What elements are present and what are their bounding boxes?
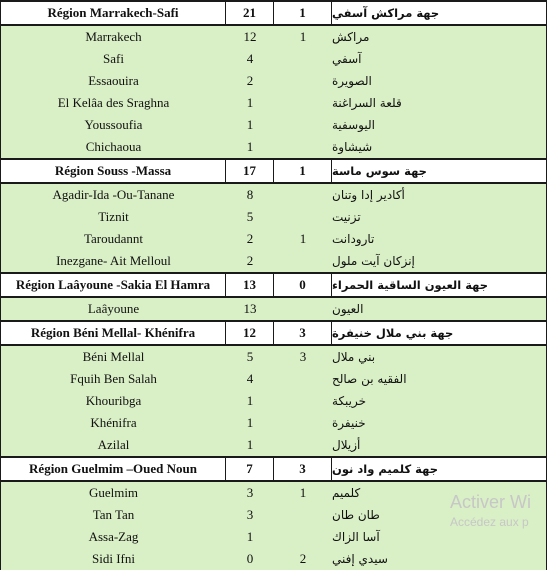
- region-count: 0: [274, 274, 332, 296]
- province-total: 3: [246, 485, 254, 500]
- province-count: [274, 206, 332, 228]
- province-row: [1, 26, 546, 48]
- province-row: [1, 504, 546, 526]
- province-name-arabic: أكادير إدا وتنان: [332, 188, 405, 202]
- province-name: Sidi Ifni: [92, 551, 135, 566]
- region-name-arabic: جهة العيون الساقية الحمراء: [332, 278, 489, 292]
- province-name-arabic: مراكش: [332, 30, 370, 44]
- province-total: 13: [243, 301, 257, 316]
- province-total: 1: [246, 529, 254, 544]
- province-count: [274, 114, 332, 136]
- province-name-arabic: شيشاوة: [332, 140, 373, 154]
- region-name-arabic: جهة مراكش آسفي: [332, 6, 440, 20]
- province-row: [1, 482, 546, 504]
- region-name: Région Guelmim –Oued Noun: [1, 458, 226, 480]
- province-name-arabic: أزيلال: [332, 438, 361, 452]
- region-name-arabic: جهة سوس ماسة: [332, 164, 427, 178]
- province-name: Youssoufia: [84, 117, 143, 132]
- province-total: 2: [246, 73, 254, 88]
- province-count: 3: [299, 349, 307, 364]
- province-row: [1, 434, 546, 456]
- province-name: Khénifra: [90, 415, 137, 430]
- province-total: 5: [246, 209, 254, 224]
- province-name-arabic: اليوسفية: [332, 118, 375, 132]
- province-total: 5: [246, 349, 254, 364]
- province-count: [274, 250, 332, 272]
- province-total: 2: [246, 253, 254, 268]
- province-row: [1, 48, 546, 70]
- watermark-line-1: Activer Wi: [450, 492, 531, 512]
- region-header-row: [1, 0, 546, 26]
- province-row: [1, 368, 546, 390]
- province-total: 3: [246, 507, 254, 522]
- province-total: 0: [246, 551, 254, 566]
- province-total: 1: [246, 117, 254, 132]
- province-row: [1, 114, 546, 136]
- province-count: [274, 298, 332, 320]
- province-name: Laâyoune: [87, 301, 140, 316]
- province-count: [274, 368, 332, 390]
- province-total: 2: [246, 231, 254, 246]
- province-name: Marrakech: [85, 29, 142, 44]
- province-count: [274, 136, 332, 158]
- province-name-arabic: الصويرة: [332, 74, 372, 88]
- region-name: Région Souss -Massa: [1, 160, 226, 182]
- province-row: [1, 136, 546, 158]
- province-name: Essaouira: [88, 73, 139, 88]
- province-name-arabic: آسا الزاك: [332, 530, 380, 544]
- region-total: 12: [226, 322, 274, 344]
- province-total: 1: [246, 437, 254, 452]
- region-total: 13: [226, 274, 274, 296]
- province-total: 1: [246, 393, 254, 408]
- province-count: [274, 48, 332, 70]
- region-total: 17: [226, 160, 274, 182]
- province-name: Fquih Ben Salah: [70, 371, 157, 386]
- region-total: 21: [226, 2, 274, 24]
- province-name: Khouribga: [85, 393, 142, 408]
- province-total: 4: [246, 51, 254, 66]
- province-name-arabic: الفقيه بن صالح: [332, 372, 407, 386]
- province-row: [1, 228, 546, 250]
- province-row: [1, 206, 546, 228]
- province-name-arabic: قلعة السراغنة: [332, 96, 402, 110]
- province-total: 8: [246, 187, 254, 202]
- region-total: 7: [226, 458, 274, 480]
- province-name-arabic: طان طان: [332, 508, 380, 522]
- province-total: 12: [243, 29, 257, 44]
- province-total: 1: [246, 415, 254, 430]
- province-name: El Kelâa des Sraghna: [57, 95, 170, 110]
- province-name: Assa-Zag: [88, 529, 139, 544]
- province-count: 1: [299, 29, 307, 44]
- province-total: 1: [246, 139, 254, 154]
- province-row: [1, 390, 546, 412]
- province-total: 1: [246, 95, 254, 110]
- province-count: 2: [299, 551, 307, 566]
- province-name-arabic: خنيفرة: [332, 416, 366, 430]
- region-name-arabic: جهة كلميم واد نون: [332, 462, 439, 476]
- province-count: [274, 526, 332, 548]
- province-name: Tan Tan: [92, 507, 135, 522]
- province-name-arabic: آسفي: [332, 52, 362, 66]
- province-row: [1, 548, 546, 570]
- region-header-row: [1, 158, 546, 184]
- region-name: Région Béni Mellal- Khénifra: [1, 322, 226, 344]
- province-name: Azilal: [97, 437, 130, 452]
- province-row: [1, 250, 546, 272]
- province-count: [274, 504, 332, 526]
- region-name: Région Marrakech-Safi: [1, 2, 226, 24]
- province-name: Chichaoua: [85, 139, 142, 154]
- province-name-arabic: تارودانت: [332, 232, 375, 246]
- province-count: 1: [299, 231, 307, 246]
- region-header-row: [1, 272, 546, 298]
- province-count: [274, 434, 332, 456]
- province-row: [1, 526, 546, 548]
- province-row: [1, 412, 546, 434]
- province-name: Agadir-Ida -Ou-Tanane: [52, 187, 175, 202]
- watermark-line-2: Accédez aux p: [450, 515, 529, 529]
- province-name-arabic: سيدي إفني: [332, 552, 388, 566]
- province-name: Béni Mellal: [82, 349, 145, 364]
- province-count: [274, 412, 332, 434]
- province-count: [274, 184, 332, 206]
- province-count: [274, 390, 332, 412]
- province-row: [1, 298, 546, 320]
- province-name-arabic: إنزكان آيت ملول: [332, 254, 415, 268]
- province-name: Guelmim: [88, 485, 139, 500]
- province-name-arabic: خريبكة: [332, 394, 367, 408]
- region-count: 1: [274, 2, 332, 24]
- province-row: [1, 184, 546, 206]
- province-name: Taroudannt: [83, 231, 143, 246]
- province-name: Inezgane- Ait Melloul: [56, 253, 171, 268]
- province-row: [1, 92, 546, 114]
- region-name: Région Laâyoune -Sakia El Hamra: [1, 274, 226, 296]
- province-count: [274, 70, 332, 92]
- province-name-arabic: العيون: [332, 302, 364, 316]
- province-name-arabic: كلميم: [332, 486, 361, 500]
- province-row: [1, 70, 546, 92]
- region-count: 1: [274, 160, 332, 182]
- region-header-row: [1, 456, 546, 482]
- region-count: 3: [274, 458, 332, 480]
- province-row: [1, 346, 546, 368]
- province-name: Safi: [103, 51, 124, 66]
- region-count: 3: [274, 322, 332, 344]
- province-name-arabic: بني ملال: [332, 350, 376, 364]
- province-count: [274, 92, 332, 114]
- province-total: 4: [246, 371, 254, 386]
- province-name-arabic: تزنيت: [332, 210, 361, 224]
- province-count: 1: [299, 485, 307, 500]
- region-name-arabic: جهة بني ملال خنيفرة: [332, 326, 454, 340]
- province-name: Tiznit: [98, 209, 129, 224]
- region-header-row: [1, 320, 546, 346]
